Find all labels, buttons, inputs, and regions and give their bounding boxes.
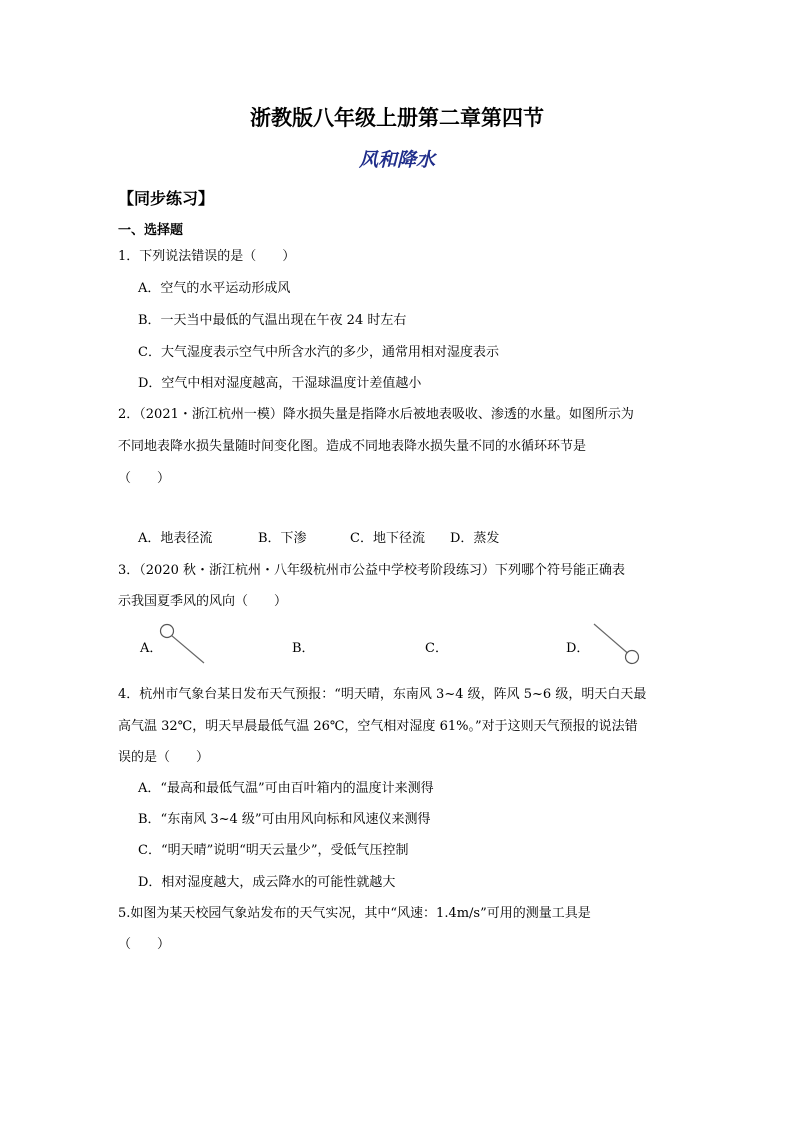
document-subtitle: 风和降水 [358, 149, 435, 171]
question-4-stem-line-1: 4．杭州市气象台某日发布天气预报：“明天晴，东南风 3~4 级，阵风 5~6 级，明天白天最 [118, 687, 647, 702]
question-4-stem-line-2: 高气温 32℃，明天早晨最低气温 26℃，空气相对湿度 61%。”对于这则天气预报的说法错 [118, 719, 638, 734]
question-2-stem-line-2: 不同地表降水损失量随时间变化图。造成不同地表降水损失量不同的水循环环节是 [118, 439, 587, 454]
question-3-option-a: A． [140, 641, 163, 656]
part-heading: 一、选择题 [118, 223, 184, 238]
question-4-option-a: A．“最高和最低气温”可由百叶箱内的温度计来测得 [138, 781, 434, 796]
question-2-option-a: A．地表径流 [138, 531, 213, 546]
section-label: 【同步练习】 [118, 189, 215, 208]
wind-symbol-d-icon [592, 622, 644, 666]
question-1-stem: 1．下列说法错误的是（ ） [118, 249, 296, 264]
question-5-stem-line-2: （ ） [118, 937, 171, 952]
question-4-stem-line-3: 误的是（ ） [118, 750, 210, 765]
question-2-option-d: D．蒸发 [450, 531, 500, 546]
question-1-option-b: B．一天当中最低的气温出现在午夜 24 时左右 [138, 313, 407, 328]
document-title: 浙教版八年级上册第二章第四节 [250, 105, 544, 130]
question-3-option-c: C． [425, 641, 448, 656]
question-1-option-a: A．空气的水平运动形成风 [138, 281, 291, 296]
question-3-stem-line-2: 示我国夏季风的风向（ ） [118, 594, 288, 609]
question-5-stem-line-1: 5.如图为某天校园气象站发布的天气实况，其中“风速：1.4m/s”可用的测量工具是 [118, 906, 591, 921]
question-1-option-c: C．大气湿度表示空气中所含水汽的多少，通常用相对湿度表示 [138, 345, 499, 360]
question-4-option-c: C．“明天晴”说明“明天云量少”，受低气压控制 [138, 843, 409, 858]
question-2-stem-line-3: （ ） [118, 471, 171, 486]
question-2-option-c: C．地下径流 [350, 531, 425, 546]
question-4-option-b: B．“东南风 3~4 级”可由用风向标和风速仪来测得 [138, 812, 431, 827]
question-3-stem-line-1: 3．（2020 秋・浙江杭州・八年级杭州市公益中学校考阶段练习）下列哪个符号能正确表 [118, 563, 625, 578]
question-3-option-d: D． [566, 641, 590, 656]
question-1-option-d: D．空气中相对湿度越高，干湿球温度计差值越小 [138, 376, 422, 391]
wind-symbol-a-icon [158, 622, 210, 666]
question-2-stem-line-1: 2．（2021・浙江杭州一模）降水损失量是指降水后被地表吸收、渗透的水量。如图所示为 [118, 407, 634, 422]
question-3-option-b: B． [292, 641, 315, 656]
question-2-option-b: B．下渗 [258, 531, 307, 546]
question-4-option-d: D．相对湿度越大，成云降水的可能性就越大 [138, 875, 396, 890]
